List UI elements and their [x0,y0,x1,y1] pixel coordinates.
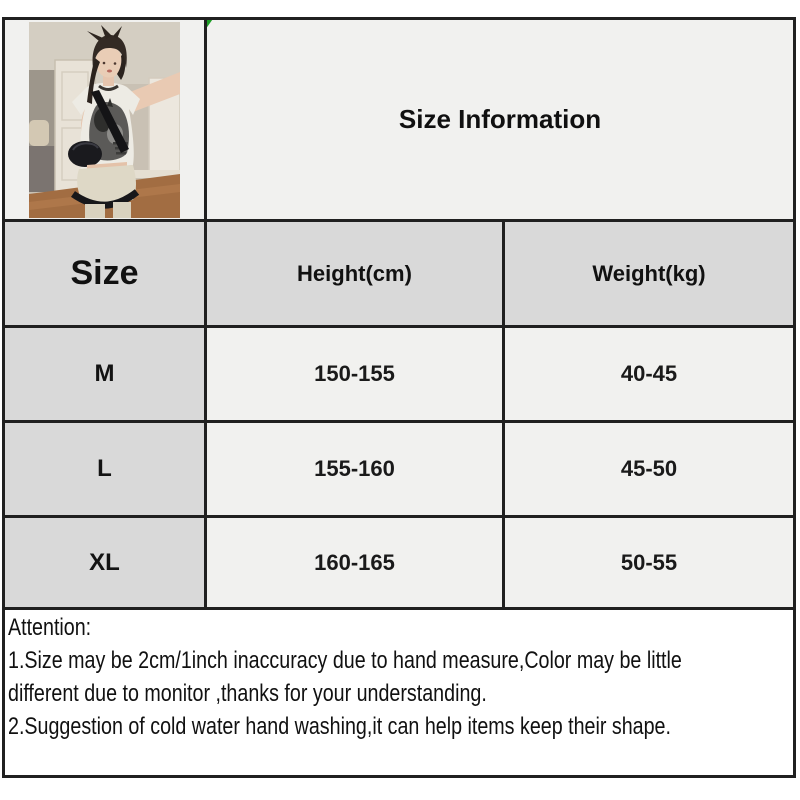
size-information-title-cell [207,20,793,219]
attention-line: 2.Suggestion of cold water hand washing,it can help items keep their shape. [8,713,671,740]
column-header-height: Height(cm) [207,222,502,325]
attention-line: 1.Size may be 2cm/1inch inaccuracy due to hand measure,Color may be little [8,647,682,674]
row-xl-weight-cell: 50-55 [505,518,793,607]
row-m-size-cell: M [5,328,204,420]
product-photo-cell [5,20,204,219]
row-l-height-cell: 155-160 [207,423,502,515]
attention-box [5,610,793,775]
column-header-size: Size [5,222,204,325]
row-xl-height-cell: 160-165 [207,518,502,607]
row-l-weight-cell: 45-50 [505,423,793,515]
product-photo [29,22,180,218]
page-title: Size Information [398,104,602,134]
attention-line: different due to monitor ,thanks for your understanding. [8,680,487,707]
row-l-size-cell: L [5,423,204,515]
row-m-height-cell: 150-155 [207,328,502,420]
size-chart-table [2,17,796,778]
comment-marker-icon [207,20,215,30]
row-m-weight-cell: 40-45 [505,328,793,420]
column-header-weight: Weight(kg) [505,222,793,325]
row-xl-size-cell: XL [5,518,204,607]
attention-title: Attention: [8,614,92,641]
